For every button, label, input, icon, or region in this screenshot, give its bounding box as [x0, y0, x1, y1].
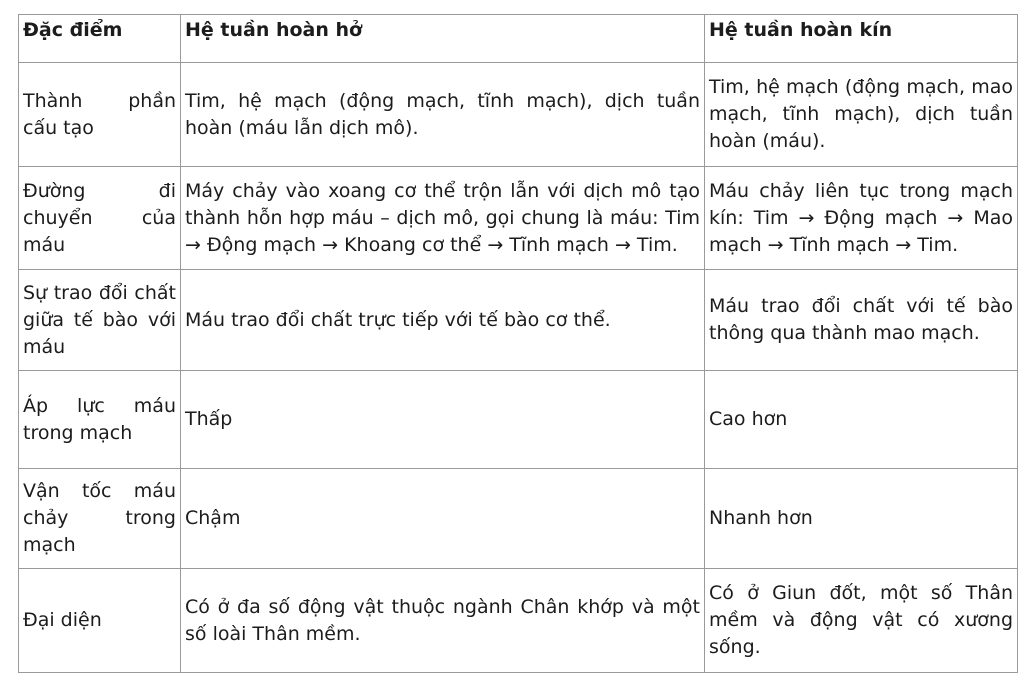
closed-cell: Nhanh hơn	[705, 469, 1018, 569]
comparison-table	[18, 14, 1018, 673]
open-cell: Thấp	[181, 371, 705, 469]
closed-cell: Có ở Giun đốt, một số Thân mềm và động vật có xương sống.	[705, 569, 1018, 673]
closed-cell: Tim, hệ mạch (động mạch, mao mạch, tĩnh mạch), dịch tuần hoàn (máu).	[705, 63, 1018, 167]
open-cell: Máu trao đổi chất trực tiếp với tế bào cơ thể.	[181, 270, 705, 371]
table-row	[19, 371, 1018, 469]
row-label: Vận tốc máu chảy trong mạch	[19, 469, 181, 569]
header-closed-circulation: Hệ tuần hoàn kín	[705, 15, 1018, 63]
closed-cell: Máu trao đổi chất với tế bào thông qua thành mao mạch.	[705, 270, 1018, 371]
table-row	[19, 167, 1018, 270]
table-row	[19, 569, 1018, 673]
closed-cell: Máu chảy liên tục trong mạch kín: Tim → Động mạch → Mao mạch → Tĩnh mạch → Tim.	[705, 167, 1018, 270]
row-label: Áp lực máu trong mạch	[19, 371, 181, 469]
open-cell: Máy chảy vào xoang cơ thể trộn lẫn với dịch mô tạo thành hỗn hợp máu – dịch mô, gọi chung là máu: Tim → Động mạch → Khoang cơ thể → Tĩnh mạch → Tim.	[181, 167, 705, 270]
header-feature: Đặc điểm	[19, 15, 181, 63]
row-label: Đường đi chuyển của máu	[19, 167, 181, 270]
table-row	[19, 63, 1018, 167]
table-row	[19, 270, 1018, 371]
table-row	[19, 469, 1018, 569]
row-label: Đại diện	[19, 569, 181, 673]
open-cell: Có ở đa số động vật thuộc ngành Chân khớp và một số loài Thân mềm.	[181, 569, 705, 673]
row-label: Thành phần cấu tạo	[19, 63, 181, 167]
row-label: Sự trao đổi chất giữa tế bào với máu	[19, 270, 181, 371]
closed-cell: Cao hơn	[705, 371, 1018, 469]
open-cell: Chậm	[181, 469, 705, 569]
header-open-circulation: Hệ tuần hoàn hở	[181, 15, 705, 63]
open-cell: Tim, hệ mạch (động mạch, tĩnh mạch), dịch tuần hoàn (máu lẫn dịch mô).	[181, 63, 705, 167]
table-header-row	[19, 15, 1018, 63]
